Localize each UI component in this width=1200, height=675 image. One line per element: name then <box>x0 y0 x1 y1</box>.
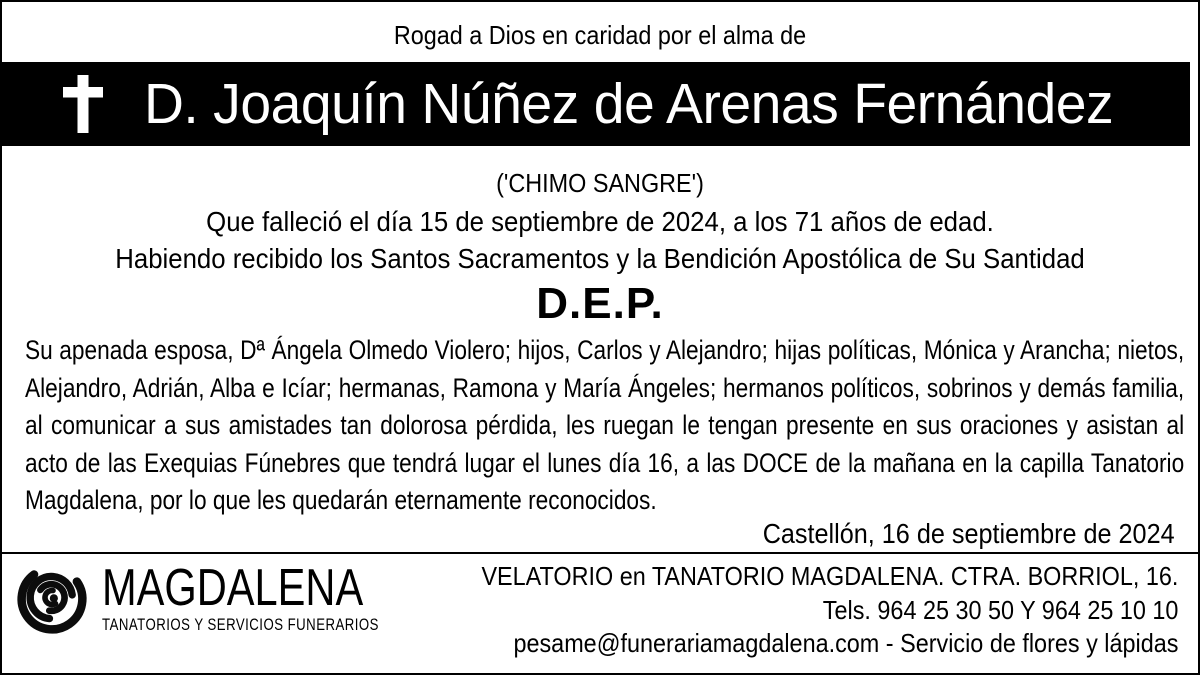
rip-abbreviation: D.E.P. <box>536 279 664 328</box>
deceased-name: D. Joaquín Núñez de Arenas Fernández <box>144 72 1114 136</box>
sacraments-line: Habiendo recibido los Santos Sacramentos y la Bendición Apostólica de Su Santidad <box>115 243 1085 274</box>
brand-text <box>102 559 379 635</box>
death-date-line: Que falleció el día 15 de septiembre de 2024, a los 71 años de edad. <box>206 206 994 237</box>
brand-name: MAGDALENA <box>102 559 364 617</box>
footer <box>2 554 1198 673</box>
contact-line-email-services: pesame@funerariamagdalena.com - Servicio de flores y lápidas <box>513 628 1178 658</box>
invocation-line: Rogad a Dios en caridad por el alma de <box>393 20 807 50</box>
dateline: Castellón, 16 de septiembre de 2024 <box>762 518 1175 549</box>
deceased-name-banner <box>2 62 1190 146</box>
contact-line-phones: Tels. 964 25 30 50 Y 964 25 10 10 <box>822 594 1178 625</box>
deceased-alias: ('CHIMO SANGRE') <box>496 168 704 198</box>
contact-info <box>481 560 1178 661</box>
family-paragraph: Su apenada esposa, Dª Ángela Olmedo Violero; hijos, Carlos y Alejandro; hijas políticas, Mónica y Arancha; nietos, Alejandro, Adrián, Alba e Icíar; hermanas, Ramona y María Ángeles; hermanos políticos, sobrinos y demás familia, al comunicar a sus amistades tan dolorosa pérdida, les ruegan le tengan presente en sus oraciones y asistan al acto de las Exequias Fúnebres que tendrá lugar el lunes día 16, a las DOCE de la mañana en la capilla Tanatorio Magdalena, por lo que les quedarán eternamente reconocidos. <box>25 335 1185 515</box>
rose-spiral-logo-icon <box>15 561 89 637</box>
funeral-home-brand <box>15 561 448 637</box>
contact-line-velatorio: VELATORIO en TANATORIO MAGDALENA. CTRA. BORRIOL, 16. <box>481 561 1178 591</box>
latin-cross-icon <box>63 75 103 133</box>
brand-tagline: TANATORIOS Y SERVICIOS FUNERARIOS <box>102 616 379 634</box>
